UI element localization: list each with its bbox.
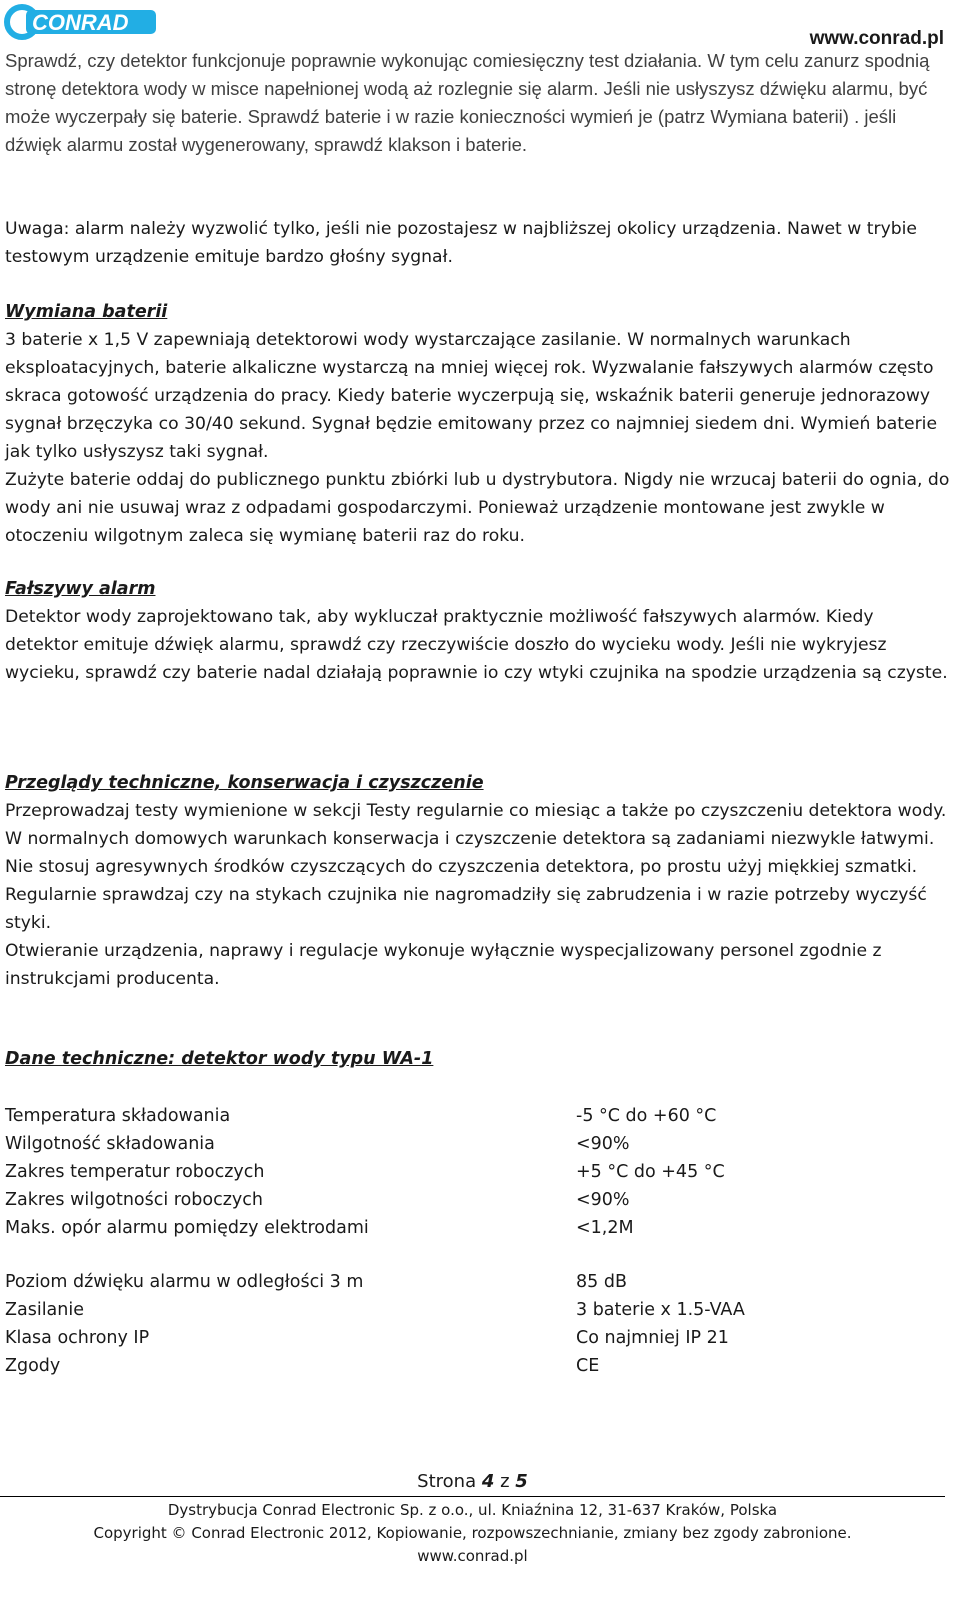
spec-label: Zakres temperatur roboczych <box>5 1162 265 1182</box>
page-prefix: Strona <box>417 1471 482 1492</box>
spec-value: CE <box>576 1356 600 1376</box>
footer-copyright: Copyright © Conrad Electronic 2012, Kopiowanie, rozpowszechnianie, zmiany bez zgody zabronione. <box>93 1524 852 1542</box>
warning-paragraph: Uwaga: alarm należy wyzwolić tylko, jeśli nie pozostajesz w najbliższej okolicy urządzenia. Nawet w trybie testowym urządzenie emituje bardzo głośny sygnał. <box>5 219 917 267</box>
logo-text: CONRAD <box>32 10 129 35</box>
header-url[interactable]: www.conrad.pl <box>809 28 944 49</box>
spec-label: Zgody <box>5 1356 61 1376</box>
spec-value: 3 baterie x 1.5-VAA <box>576 1300 745 1320</box>
specs-table-1 <box>5 1102 950 1242</box>
spec-label: Poziom dźwięku alarmu w odległości 3 m <box>5 1272 364 1292</box>
battery-section <box>5 298 950 326</box>
page-current: 4 <box>481 1471 495 1492</box>
spec-row <box>5 1214 950 1242</box>
spec-row <box>5 1296 950 1324</box>
spec-row <box>5 1186 950 1214</box>
page-total: 5 <box>515 1471 528 1492</box>
spec-row <box>5 1102 950 1130</box>
intro-warning <box>5 215 950 271</box>
false-alarm-heading: Fałszywy alarm <box>5 579 156 599</box>
maintenance-paragraph-3: Otwieranie urządzenia, naprawy i regulacje wykonuje wyłącznie wyspecjalizowany personel zgodnie z instrukcjami producenta. <box>5 941 882 989</box>
maintenance-body <box>5 797 950 993</box>
page-mid: z <box>494 1471 516 1492</box>
spec-value: +5 °C do +45 °C <box>576 1162 725 1182</box>
maintenance-section <box>5 769 950 797</box>
spec-label: Temperatura składowania <box>5 1106 231 1126</box>
intro-section <box>5 47 950 159</box>
false-alarm-section <box>5 575 950 603</box>
spec-label: Zasilanie <box>5 1300 84 1320</box>
spec-value: <90% <box>576 1190 630 1210</box>
footer-url[interactable]: www.conrad.pl <box>417 1547 528 1565</box>
false-alarm-paragraph: Detektor wody zaprojektowano tak, aby wykluczał praktycznie możliwość fałszywych alarmów. Kiedy detektor emituje dźwięk alarmu, sprawdź czy rzeczywiście doszło do wycieku wody. Jeśli nie wykryjesz wycieku, sprawdź czy baterie nadal działają poprawnie io czy wtyki czujnika na spodzie urządzenia są czyste. <box>5 607 948 683</box>
spec-value: -5 °C do +60 °C <box>576 1106 717 1126</box>
specs-table-2 <box>5 1268 950 1380</box>
spec-value: <90% <box>576 1134 630 1154</box>
spec-label: Zakres wilgotności roboczych <box>5 1190 263 1210</box>
spec-value: Co najmniej IP 21 <box>576 1328 729 1348</box>
intro-paragraph: Sprawdź, czy detektor funkcjonuje poprawnie wykonując comiesięczny test działania. W tym celu zanurz spodnią stronę detektora wody w misce napełnionej wodą aż rozlegnie się alarm. Jeśli nie usłyszysz dźwięku alarmu, być może wyczerpały się baterie. Sprawdź baterie i w razie konieczności wymień je (patrz Wymiana baterii) . jeśli dźwięk alarmu został wygenerowany, sprawdź klakson i baterie. <box>5 50 930 155</box>
spec-value: 85 dB <box>576 1272 627 1292</box>
battery-paragraph-1: 3 baterie x 1,5 V zapewniają detektorowi wody wystarczające zasilanie. W normalnych warunkach eksploatacyjnych, baterie alkaliczne wystarczą na mniej więcej rok. Wyzwalanie fałszywych alarmów często skraca gotowość urządzenia do pracy. Kiedy baterie wyczerpują się, wskaźnik baterii generuje jednorazowy sygnał brzęczyka co 30/40 sekund. Sygnał będzie emitowany przez co najmniej siedem dni. Wymień baterie jak tylko usłyszysz taki sygnał. <box>5 330 938 462</box>
spec-row <box>5 1130 950 1158</box>
battery-paragraph-2: Zużyte baterie oddaj do publicznego punktu zbiórki lub u dystrybutora. Nigdy nie wrzucaj baterii do ognia, do wody ani nie usuwaj wraz z odpadami gospodarczymi. Ponieważ urządzenie montowane jest zwykle w otoczeniu wilgotnym zaleca się wymianę baterii raz do roku. <box>5 470 950 546</box>
footer <box>0 1499 945 1568</box>
battery-heading: Wymiana baterii <box>5 302 168 322</box>
maintenance-paragraph-1: Przeprowadzaj testy wymienione w sekcji Testy regularnie co miesiąc a także po czyszczeniu detektora wody. W normalnych domowych warunkach konserwacja i czyszczenie detektora są zadaniami niezwykle łatwymi. <box>5 801 947 849</box>
spec-row <box>5 1268 950 1296</box>
maintenance-heading: Przeglądy techniczne, konserwacja i czyszczenie <box>5 773 484 793</box>
spec-label: Klasa ochrony IP <box>5 1328 150 1348</box>
footer-distributor: Dystrybucja Conrad Electronic Sp. z o.o., ul. Kniaźnina 12, 31-637 Kraków, Polska <box>167 1501 778 1519</box>
spec-row <box>5 1158 950 1186</box>
conrad-logo <box>4 2 160 42</box>
spec-label: Wilgotność składowania <box>5 1134 215 1154</box>
battery-body <box>5 326 950 550</box>
false-alarm-body <box>5 603 950 687</box>
spec-label: Maks. opór alarmu pomiędzy elektrodami <box>5 1218 369 1238</box>
spec-row <box>5 1352 950 1380</box>
footer-divider <box>0 1496 945 1497</box>
specs-heading: Dane techniczne: detektor wody typu WA-1 <box>5 1049 434 1069</box>
maintenance-paragraph-2: Nie stosuj agresywnych środków czyszczących do czyszczenia detektora, po prostu użyj miękkiej szmatki. Regularnie sprawdzaj czy na stykach czujnika nie nagromadziły się zabrudzenia i w razie potrzeby wyczyść styki. <box>5 857 927 933</box>
specs-section <box>5 1045 950 1073</box>
spec-value: <1,2M <box>576 1218 634 1238</box>
page-number <box>0 1468 945 1496</box>
spec-row <box>5 1324 950 1352</box>
